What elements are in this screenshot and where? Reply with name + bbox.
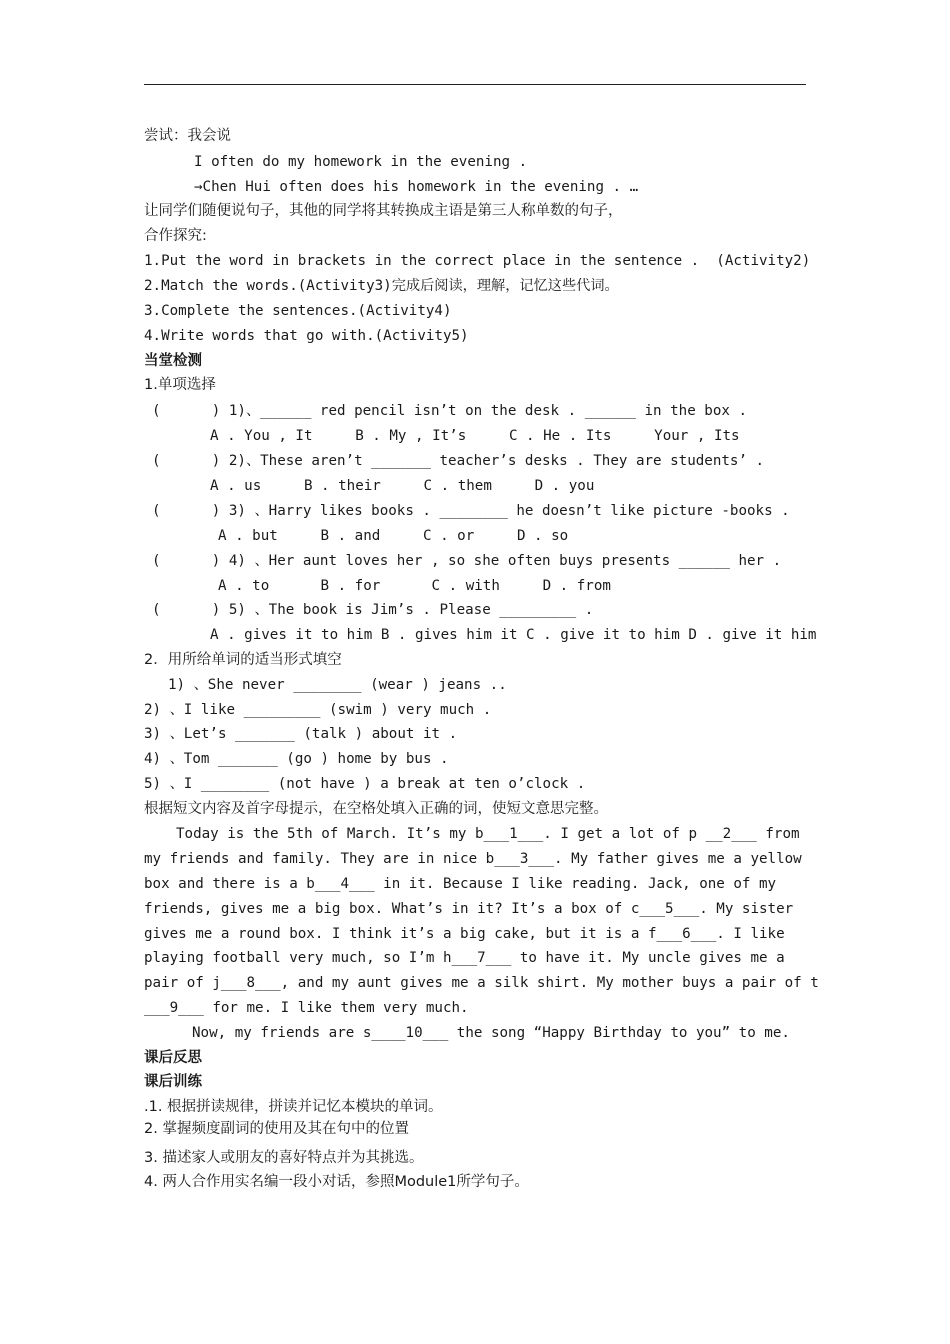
- cloze-passage-line: friends, gives me a big box. What’s in it? It’s a box of c___5___. My sister: [144, 901, 794, 917]
- section-reflection-heading: 课后反思: [144, 1050, 202, 1066]
- fill-form-item-2: 2) 、I like _________ (swim ) very much .: [144, 702, 492, 718]
- cloze-passage-line: gives me a round box. I think it’s a big cake, but it is a f___6___. I like: [144, 926, 785, 942]
- mc-options-3: A . but B . and C . or D . so: [218, 528, 569, 544]
- fill-form-heading: 2．用所给单词的适当形式填空: [144, 652, 342, 668]
- section-cooperate-heading: 合作探究:: [144, 228, 207, 244]
- section-homework-heading: 课后训练: [144, 1074, 202, 1090]
- cloze-passage-line: playing football very much, so I’m h___7___ to have it. My uncle gives me a: [144, 950, 785, 966]
- cloze-instruction: 根据短文内容及首字母提示，在空格处填入正确的词，使短文意思完整。: [144, 801, 608, 817]
- mc-question-5: ( ) 5) 、The book is Jim’s . Please _________ .: [152, 602, 594, 618]
- fill-form-item-4: 4) 、Tom _______ (go ) home by bus .: [144, 751, 449, 767]
- cloze-passage-line: box and there is a b___4___ in it. Because I like reading. Jack, one of my: [144, 876, 777, 892]
- activity-item-3: 3.Complete the sentences.(Activity4): [144, 303, 452, 319]
- homework-item-2: 2. 掌握频度副词的使用及其在句中的位置: [144, 1121, 409, 1137]
- fill-form-item-5: 5) 、I ________ (not have ) a break at ten o’clock .: [144, 776, 586, 792]
- header-rule: [144, 84, 806, 85]
- example-sentence: I often do my homework in the evening .: [194, 154, 528, 170]
- cloze-passage-line: ___9___ for me. I like them very much.: [144, 1000, 469, 1016]
- activity-item-4: 4.Write words that go with.(Activity5): [144, 328, 469, 344]
- fill-form-item-3: 3) 、Let’s _______ (talk ) about it .: [144, 726, 458, 742]
- mc-question-3: ( ) 3) 、Harry likes books . ________ he doesn’t like picture -books .: [152, 503, 790, 519]
- section-test-heading: 当堂检测: [144, 353, 202, 369]
- cloze-passage-line: pair of j___8___, and my aunt gives me a silk shirt. My mother buys a pair of t: [144, 975, 819, 991]
- mc-options-1: A . You , It B . My , It’s C . He . Its Your , Its: [210, 428, 740, 444]
- homework-item-4: 4. 两人合作用实名编一段小对话，参照Module1所学句子。: [144, 1174, 529, 1190]
- homework-item-3: 3. 描述家人或朋友的喜好特点并为其挑选。: [144, 1150, 424, 1166]
- fill-form-item-1: 1) 、She never ________ (wear ) jeans ..: [168, 677, 507, 693]
- homework-item-1: .1. 根据拼读规律，拼读并记忆本模块的单词。: [144, 1099, 443, 1115]
- example-transformed: →Chen Hui often does his homework in the evening . …: [194, 179, 639, 195]
- section-try-heading: 尝试：我会说: [144, 128, 231, 144]
- instruction-line: 让同学们随便说句子，其他的同学将其转换成主语是第三人称单数的句子，: [144, 203, 623, 219]
- mc-question-1: ( ) 1)、______ red pencil isn’t on the desk . ______ in the box .: [152, 403, 748, 419]
- cloze-passage-line: Now, my friends are s____10___ the song “Happy Birthday to you” to me.: [192, 1025, 790, 1041]
- mc-options-5: A . gives it to him B . gives him it C . give it to him D . give it him: [210, 627, 817, 643]
- activity-item-1: 1.Put the word in brackets in the correct place in the sentence . (Activity2): [144, 253, 811, 269]
- activity-item-2: 2.Match the words.(Activity3)完成后阅读，理解，记忆这些代词。: [144, 278, 619, 294]
- mc-question-4: ( ) 4) 、Her aunt loves her , so she often buys presents ______ her .: [152, 553, 782, 569]
- mc-options-2: A . us B . their C . them D . you: [210, 478, 595, 494]
- cloze-passage-line: Today is the 5th of March. It’s my b___1___. I get a lot of p __2___ from: [176, 826, 800, 842]
- mc-heading: 1.单项选择: [144, 377, 216, 393]
- mc-question-2: ( ) 2)、These aren’t _______ teacher’s desks . They are students’ .: [152, 453, 765, 469]
- cloze-passage-line: my friends and family. They are in nice b___3___. My father gives me a yellow: [144, 851, 802, 867]
- mc-options-4: A . to B . for C . with D . from: [218, 578, 611, 594]
